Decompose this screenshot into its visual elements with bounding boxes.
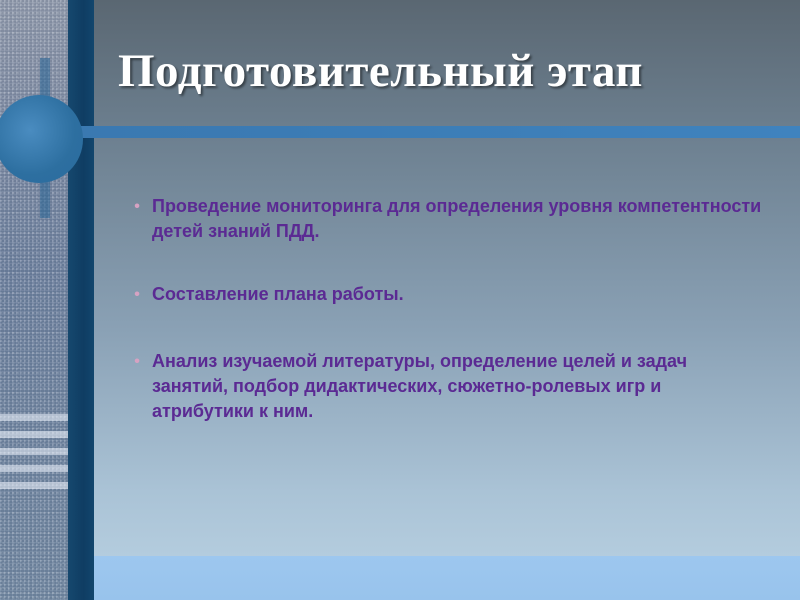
left-dark-bar: [68, 0, 94, 600]
bullet-item: [128, 349, 768, 424]
left-strip-band: [0, 465, 68, 472]
bullet-text: Проведение мониторинга для определения уровня компетентности детей знаний ПДД.: [152, 196, 762, 241]
left-strip-band: [0, 448, 68, 455]
bullet-list: [128, 194, 768, 466]
left-strip-band: [0, 482, 68, 489]
title-divider-bar: [0, 126, 800, 138]
slide-title: Подготовительный этап: [118, 45, 643, 97]
left-strip-band: [0, 414, 68, 421]
bullet-item: [128, 282, 768, 307]
left-decorative-strip: [0, 0, 68, 600]
bullet-dot-icon: •: [134, 198, 140, 215]
bullet-item: [128, 194, 768, 244]
bottom-decorative-bar: [94, 556, 800, 600]
left-strip-band: [0, 431, 68, 438]
bullet-dot-icon: •: [134, 286, 140, 303]
bullet-dot-icon: •: [134, 353, 140, 370]
bullet-text: Составление плана работы.: [152, 284, 404, 304]
bullet-text: Анализ изучаемой литературы, определение целей и задач занятий, подбор дидактических, сюжетно-ролевых игр и атрибутики к ним.: [152, 351, 688, 421]
